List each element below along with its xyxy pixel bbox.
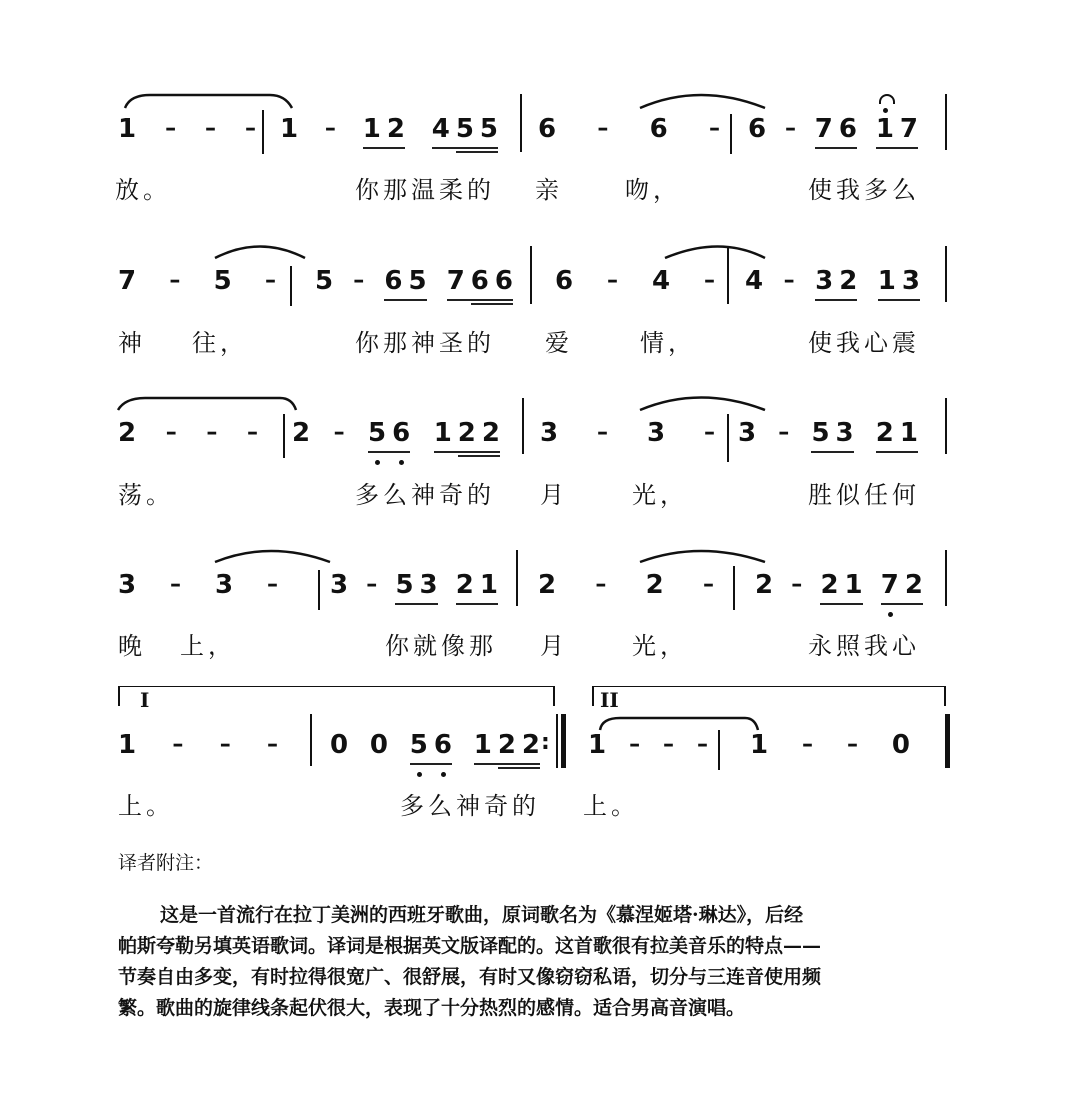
note: 6 <box>384 266 403 296</box>
lyric: 神 <box>118 329 146 357</box>
lyric: 使我多么 <box>808 176 920 204</box>
measure <box>118 418 258 478</box>
note: 6 <box>649 114 668 144</box>
lyric: 情， <box>640 329 696 357</box>
dash-extension: – <box>333 420 345 445</box>
beamed-note-group <box>363 114 405 149</box>
note: 6 <box>838 114 857 144</box>
dash-extension: – <box>704 420 715 445</box>
tie <box>600 718 758 730</box>
low-octave-dot <box>399 460 404 465</box>
note: 1 <box>479 570 498 600</box>
note: 3 <box>118 570 137 600</box>
lyric: 上。 <box>118 792 174 820</box>
note: 2 <box>455 570 474 600</box>
note: 1 <box>877 266 896 296</box>
lyric: 月 <box>540 632 568 660</box>
note: 3 <box>540 418 559 448</box>
measure <box>748 114 918 174</box>
note: 2 <box>755 570 774 600</box>
note: 1 <box>362 114 381 144</box>
dash-extension: – <box>165 116 177 141</box>
measure <box>745 266 920 326</box>
note: 7 <box>118 266 137 296</box>
staff-row-3 <box>0 418 1072 478</box>
beamed-note-group <box>368 418 410 453</box>
tie <box>640 551 765 562</box>
note: 2 <box>820 570 839 600</box>
note: 3 <box>419 570 438 600</box>
measure <box>280 114 498 174</box>
lyric: 荡。 <box>118 481 174 509</box>
measure <box>118 114 256 174</box>
barline <box>516 550 518 606</box>
note: 3 <box>901 266 920 296</box>
dash-extension: – <box>205 116 217 141</box>
dash-extension: – <box>697 732 708 757</box>
measure <box>330 570 498 630</box>
barline <box>290 266 292 306</box>
beamed-note-group <box>811 418 853 453</box>
lyric: 往， <box>192 329 248 357</box>
note: 6 <box>748 114 767 144</box>
volta-2-bracket <box>592 686 945 687</box>
dash-extension: – <box>206 420 218 445</box>
second-beam <box>458 455 500 457</box>
dash-extension: – <box>266 732 278 757</box>
measure <box>538 114 720 174</box>
dash-extension: – <box>791 572 803 597</box>
note: 5 <box>213 266 232 296</box>
beamed-note-group <box>878 266 920 301</box>
barline <box>727 414 729 462</box>
dash-extension: – <box>267 572 278 597</box>
second-beam <box>471 303 513 305</box>
measure <box>118 266 276 326</box>
barline <box>945 246 947 302</box>
lyric: 你就像那 <box>385 632 497 660</box>
note: 7 <box>446 266 465 296</box>
note: 1 <box>280 114 299 144</box>
dash-extension: – <box>353 268 365 293</box>
beamed-note-group <box>384 266 426 301</box>
lyric: 永照我心 <box>808 632 920 660</box>
beamed-note-group <box>432 114 498 149</box>
note: 2 <box>497 730 516 760</box>
lyric: 胜似任何 <box>808 481 920 509</box>
lyric: 上。 <box>583 792 639 820</box>
dash-extension: – <box>169 268 181 293</box>
low-octave-dot <box>375 460 380 465</box>
repeat-sign: : <box>541 730 550 755</box>
barline <box>318 570 320 610</box>
beamed-note-group <box>456 570 498 605</box>
note: 3 <box>214 570 234 600</box>
note: 3 <box>738 418 757 448</box>
note: 1 <box>844 570 863 600</box>
lyric: 光， <box>632 481 688 509</box>
beamed-note-group <box>395 570 437 605</box>
measure <box>118 570 278 630</box>
note: 2 <box>875 418 894 448</box>
note: 4 <box>651 266 671 296</box>
barline <box>733 566 735 610</box>
second-beam <box>456 151 498 153</box>
fermata-icon <box>879 94 895 104</box>
note: 5 <box>395 570 414 600</box>
beamed-note-group <box>815 266 857 301</box>
beamed-note-group <box>876 418 918 453</box>
note: 5 <box>811 418 830 448</box>
volta-2-bracket <box>944 686 946 706</box>
note: 1 <box>876 114 894 144</box>
note: 1 <box>473 730 492 760</box>
measure <box>118 730 278 790</box>
barline <box>945 94 947 150</box>
measure <box>555 266 715 326</box>
staff-row-5 <box>0 730 1072 790</box>
volta-2-bracket <box>592 686 594 706</box>
note: 0 <box>369 730 388 760</box>
note: 5 <box>455 114 474 144</box>
dash-extension: – <box>607 268 619 293</box>
low-octave-dot <box>417 772 422 777</box>
note: 6 <box>538 114 557 144</box>
note: 1 <box>118 114 137 144</box>
dash-extension: – <box>778 420 790 445</box>
note: 2 <box>839 266 858 296</box>
barline <box>945 550 947 606</box>
dash-extension: – <box>264 268 276 293</box>
dash-extension: – <box>784 116 796 141</box>
note: 3 <box>646 418 666 448</box>
beamed-note-group <box>434 418 500 453</box>
dash-extension: – <box>165 420 177 445</box>
measure <box>292 418 500 478</box>
translator-note-paragraph <box>118 900 968 1024</box>
note: 1 <box>750 730 769 760</box>
barline <box>520 94 522 152</box>
lyric: 放。 <box>115 176 171 204</box>
dash-extension: – <box>802 732 814 757</box>
note: 7 <box>881 570 899 600</box>
beamed-note-group <box>815 114 857 149</box>
lyric: 亲 <box>535 176 563 204</box>
volta-1-bracket <box>118 686 120 706</box>
barline <box>727 246 729 304</box>
measure <box>330 730 540 790</box>
note: 2 <box>481 418 500 448</box>
note: 7 <box>814 114 833 144</box>
note: 1 <box>588 730 607 760</box>
lyric: 多么神奇的 <box>400 792 540 820</box>
note: 5 <box>408 266 427 296</box>
dash-extension: – <box>172 732 184 757</box>
barline <box>522 398 524 454</box>
tie <box>118 398 296 410</box>
note: 2 <box>538 570 557 600</box>
measure <box>538 570 714 630</box>
tie <box>215 551 330 562</box>
note: 1 <box>433 418 452 448</box>
note: 5 <box>315 266 334 296</box>
dash-extension: – <box>708 116 720 141</box>
dash-extension: – <box>246 420 258 445</box>
tie <box>125 95 292 108</box>
volta-1-bracket <box>118 686 555 687</box>
note-line: 节奏自由多变，有时拉得很宽广、很舒展，有时又像窃窃私语，切分与三连音使用频 <box>118 966 822 988</box>
measure <box>315 266 513 326</box>
lyric: 晚 <box>118 632 146 660</box>
note: 6 <box>555 266 574 296</box>
beamed-note-group <box>447 266 513 301</box>
dash-extension: – <box>663 732 675 757</box>
tie <box>640 95 765 108</box>
beamed-note-group <box>474 730 540 765</box>
volta-1-bracket <box>553 686 555 706</box>
lyric: 月 <box>540 481 568 509</box>
dash-extension: – <box>324 116 336 141</box>
staff-row-4 <box>0 570 1072 630</box>
barline <box>283 414 285 458</box>
dash-extension: – <box>597 420 609 445</box>
note: 2 <box>292 418 311 448</box>
dash-extension: – <box>170 572 182 597</box>
note-line: 帕斯夸勒另填英语歌词。译词是根据英文版译配的。这首歌很有拉美音乐的特点—— <box>118 935 822 957</box>
staff-row-1 <box>0 114 1072 174</box>
volta-2-label: II <box>600 688 619 712</box>
barline <box>310 714 312 766</box>
note: 6 <box>392 418 410 448</box>
note: 0 <box>330 730 349 760</box>
barline <box>262 110 264 154</box>
note: 2 <box>457 418 476 448</box>
high-octave-dot <box>883 108 888 113</box>
note: 6 <box>494 266 513 296</box>
beamed-note-group <box>881 570 923 605</box>
note: 2 <box>904 570 923 600</box>
barline <box>530 246 532 304</box>
dash-extension: – <box>783 268 795 293</box>
measure <box>588 730 708 790</box>
repeat-end-barline <box>556 714 558 768</box>
tie <box>215 247 305 259</box>
final-barline <box>945 714 950 768</box>
note: 2 <box>386 114 405 144</box>
dash-extension: – <box>219 732 231 757</box>
repeat-end-barline <box>561 714 566 768</box>
translator-note-heading: 译者附注： <box>118 852 214 874</box>
note: 4 <box>745 266 764 296</box>
dash-extension: – <box>702 572 714 597</box>
beamed-note-group <box>820 570 862 605</box>
dash-extension: – <box>597 116 609 141</box>
note: 1 <box>118 730 137 760</box>
beamed-note-group <box>876 114 918 149</box>
measure <box>750 730 910 790</box>
lyric: 吻， <box>625 176 681 204</box>
second-beam <box>498 767 540 769</box>
barline <box>945 398 947 454</box>
dash-extension: – <box>245 116 256 141</box>
measure <box>738 418 918 478</box>
beamed-note-group <box>410 730 452 765</box>
dash-extension: – <box>595 572 607 597</box>
note: 3 <box>330 570 349 600</box>
low-octave-dot <box>441 772 446 777</box>
measure <box>540 418 715 478</box>
staff-row-2 <box>0 266 1072 326</box>
note: 5 <box>368 418 386 448</box>
note: 3 <box>835 418 854 448</box>
note-line: 繁。歌曲的旋律线条起伏很大，表现了十分热烈的感情。适合男高音演唱。 <box>118 997 746 1019</box>
barline <box>718 730 720 770</box>
note: 2 <box>645 570 664 600</box>
note-line: 这是一首流行在拉丁美洲的西班牙歌曲，原词歌名为《慕涅姬塔·琳达》，后经 <box>160 904 804 926</box>
tie <box>665 247 765 259</box>
note: 0 <box>891 730 910 760</box>
dash-extension: – <box>846 732 858 757</box>
lyric: 上， <box>180 632 236 660</box>
lyric: 爱 <box>545 329 573 357</box>
low-octave-dot <box>888 612 893 617</box>
dash-extension: – <box>704 268 715 293</box>
lyric: 光， <box>632 632 688 660</box>
tie <box>640 398 765 411</box>
measure <box>755 570 923 630</box>
volta-1-label: I <box>140 688 150 712</box>
lyric: 你那温柔的 <box>355 176 495 204</box>
lyric: 使我心震 <box>808 329 920 357</box>
note: 6 <box>470 266 489 296</box>
dash-extension: – <box>629 732 641 757</box>
note: 2 <box>521 730 540 760</box>
barline <box>730 114 732 154</box>
note: 5 <box>479 114 498 144</box>
note: 3 <box>815 266 834 296</box>
note: 6 <box>434 730 452 760</box>
lyric: 你那神圣的 <box>355 329 495 357</box>
note: 5 <box>410 730 428 760</box>
lyric: 多么神奇的 <box>355 481 495 509</box>
note: 1 <box>899 418 918 448</box>
dash-extension: – <box>366 572 378 597</box>
note: 7 <box>899 114 918 144</box>
note: 2 <box>118 418 137 448</box>
note: 4 <box>431 114 450 144</box>
